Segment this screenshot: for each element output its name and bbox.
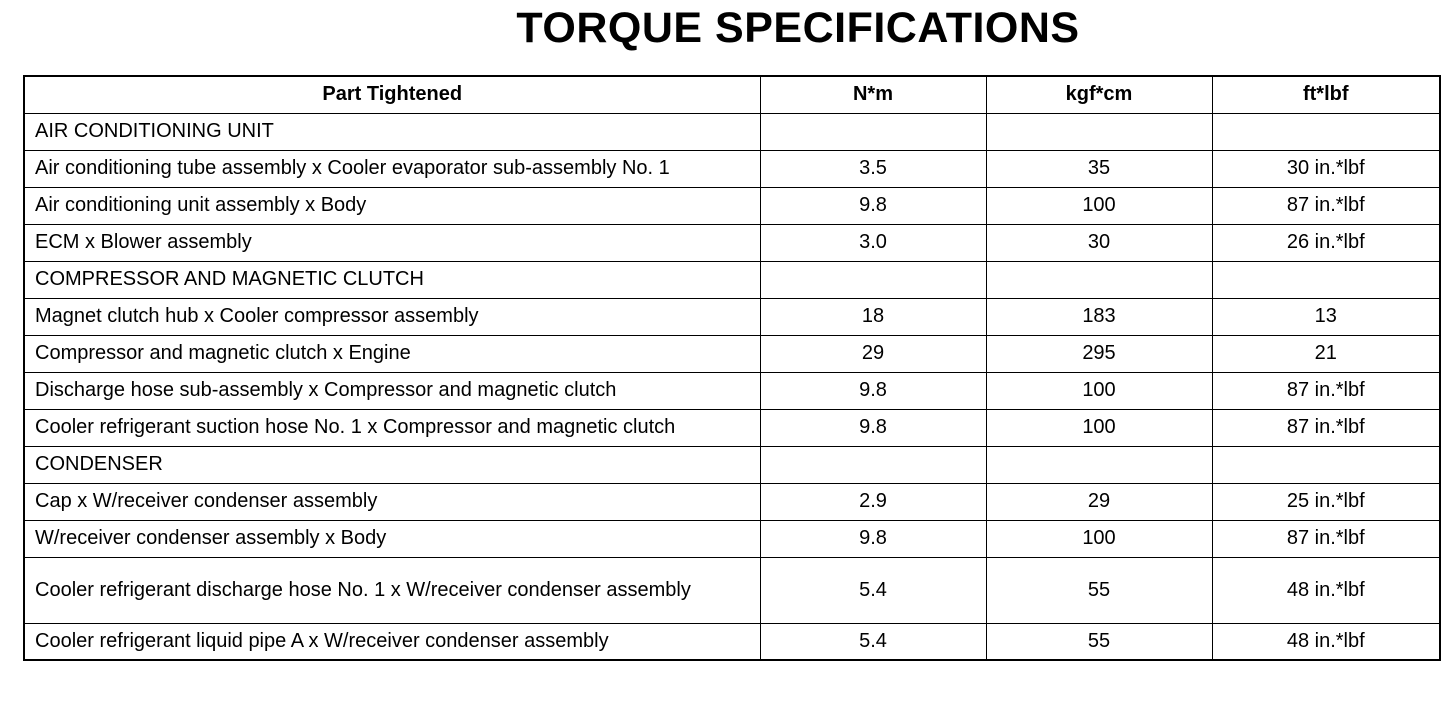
page-title: TORQUE SPECIFICATIONS (516, 4, 1080, 52)
kgf-cell: 100 (986, 520, 1212, 557)
table-row (24, 187, 1440, 224)
table-row (24, 623, 1440, 660)
ft-cell: 48 in.*lbf (1212, 623, 1440, 660)
part-cell: Cooler refrigerant discharge hose No. 1 x W/receiver condenser assembly (24, 557, 760, 623)
nm-cell: 9.8 (760, 520, 986, 557)
part-cell: W/receiver condenser assembly x Body (24, 520, 760, 557)
kgf-cell: 183 (986, 298, 1212, 335)
nm-cell: 9.8 (760, 187, 986, 224)
kgf-cell (986, 261, 1212, 298)
kgf-cell: 100 (986, 187, 1212, 224)
part-cell: Cooler refrigerant suction hose No. 1 x Compressor and magnetic clutch (24, 409, 760, 446)
nm-cell: 9.8 (760, 409, 986, 446)
nm-cell: 3.5 (760, 150, 986, 187)
part-cell: Cap x W/receiver condenser assembly (24, 483, 760, 520)
nm-cell: 29 (760, 335, 986, 372)
header-ft-lbf: ft*lbf (1212, 76, 1440, 113)
ft-cell (1212, 446, 1440, 483)
ft-cell (1212, 261, 1440, 298)
part-cell: ECM x Blower assembly (24, 224, 760, 261)
part-cell: Cooler refrigerant liquid pipe A x W/receiver condenser assembly (24, 623, 760, 660)
ft-cell: 87 in.*lbf (1212, 372, 1440, 409)
nm-cell: 5.4 (760, 623, 986, 660)
table-row (24, 224, 1440, 261)
section-row (24, 261, 1440, 298)
section-row (24, 446, 1440, 483)
nm-cell: 3.0 (760, 224, 986, 261)
kgf-cell: 35 (986, 150, 1212, 187)
section-label: AIR CONDITIONING UNIT (24, 113, 760, 150)
part-cell: Discharge hose sub-assembly x Compressor and magnetic clutch (24, 372, 760, 409)
table-row (24, 483, 1440, 520)
table-row (24, 557, 1440, 623)
nm-cell: 5.4 (760, 557, 986, 623)
part-cell: Air conditioning tube assembly x Cooler evaporator sub-assembly No. 1 (24, 150, 760, 187)
table-row (24, 298, 1440, 335)
ft-cell: 87 in.*lbf (1212, 520, 1440, 557)
header-part-tightened: Part Tightened (24, 76, 760, 113)
ft-cell: 21 (1212, 335, 1440, 372)
nm-cell (760, 261, 986, 298)
kgf-cell: 29 (986, 483, 1212, 520)
nm-cell (760, 113, 986, 150)
table-row (24, 372, 1440, 409)
nm-cell: 9.8 (760, 372, 986, 409)
kgf-cell: 55 (986, 557, 1212, 623)
kgf-cell: 55 (986, 623, 1212, 660)
kgf-cell: 30 (986, 224, 1212, 261)
ft-cell: 26 in.*lbf (1212, 224, 1440, 261)
header-kgf-cm: kgf*cm (986, 76, 1212, 113)
ft-cell: 13 (1212, 298, 1440, 335)
kgf-cell: 295 (986, 335, 1212, 372)
section-label: CONDENSER (24, 446, 760, 483)
part-cell: Magnet clutch hub x Cooler compressor assembly (24, 298, 760, 335)
torque-spec-table (23, 75, 1441, 661)
kgf-cell: 100 (986, 409, 1212, 446)
nm-cell: 18 (760, 298, 986, 335)
table-row (24, 335, 1440, 372)
ft-cell (1212, 113, 1440, 150)
kgf-cell (986, 446, 1212, 483)
header-nm: N*m (760, 76, 986, 113)
section-label: COMPRESSOR AND MAGNETIC CLUTCH (24, 261, 760, 298)
part-cell: Compressor and magnetic clutch x Engine (24, 335, 760, 372)
table-row (24, 520, 1440, 557)
kgf-cell (986, 113, 1212, 150)
table-row (24, 150, 1440, 187)
table-row (24, 409, 1440, 446)
section-row (24, 113, 1440, 150)
table-header-row (24, 76, 1440, 113)
ft-cell: 87 in.*lbf (1212, 409, 1440, 446)
nm-cell: 2.9 (760, 483, 986, 520)
kgf-cell: 100 (986, 372, 1212, 409)
part-cell: Air conditioning unit assembly x Body (24, 187, 760, 224)
ft-cell: 48 in.*lbf (1212, 557, 1440, 623)
nm-cell (760, 446, 986, 483)
ft-cell: 30 in.*lbf (1212, 150, 1440, 187)
ft-cell: 25 in.*lbf (1212, 483, 1440, 520)
ft-cell: 87 in.*lbf (1212, 187, 1440, 224)
